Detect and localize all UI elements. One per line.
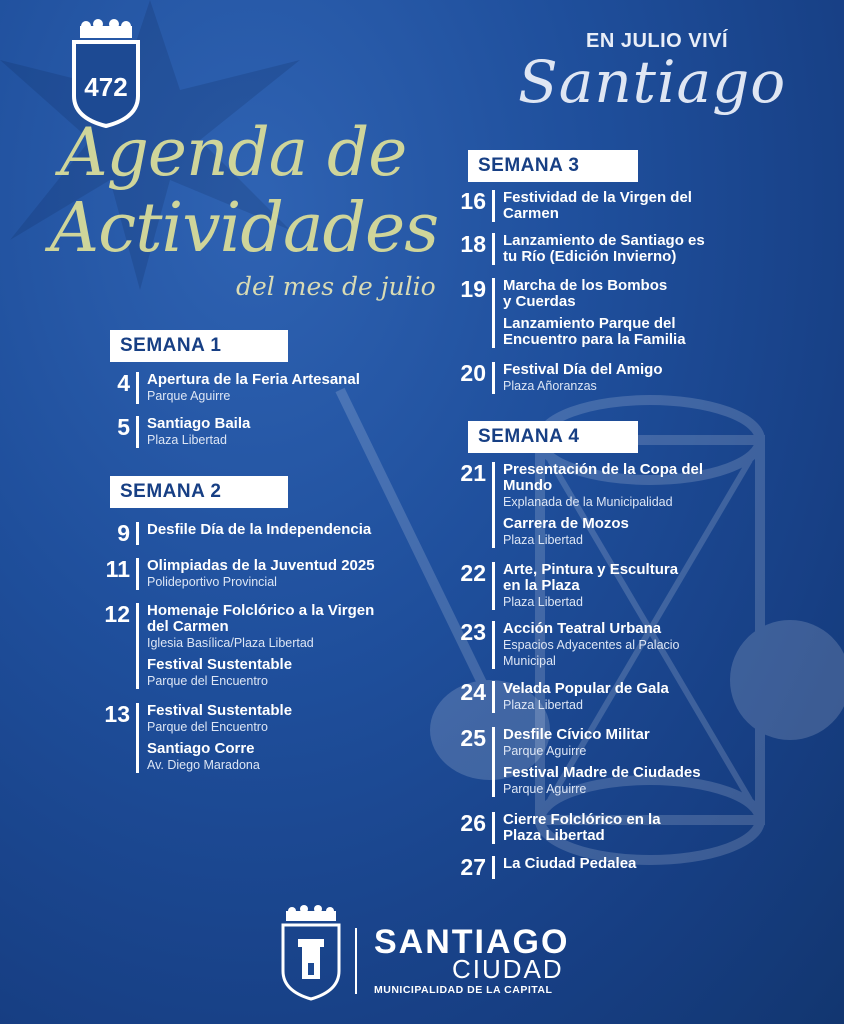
day-number: 19 <box>460 276 486 302</box>
slogan-city: Santiago <box>518 48 787 116</box>
event <box>147 657 374 689</box>
event <box>503 727 701 759</box>
event-title: Velada Popular de Gala <box>503 680 669 697</box>
event-title: Festival Sustentable <box>147 702 293 719</box>
municipal-crest-icon <box>280 905 342 1001</box>
event <box>147 558 375 590</box>
city-crest-icon <box>70 18 142 128</box>
event <box>503 812 661 844</box>
event-title: Lanzamiento de Santiago es tu Río (Edición Invierno) <box>503 232 705 265</box>
day-number: 5 <box>117 414 130 440</box>
event-title: Cierre Folclórico en la Plaza Libertad <box>503 811 661 844</box>
event <box>147 603 374 651</box>
day-12 <box>100 603 374 689</box>
footer-divider <box>355 928 357 994</box>
event-title: Marcha de los Bombos y Cuerdas <box>503 277 668 310</box>
day-number: 18 <box>460 231 486 257</box>
subtitle: del mes de julio <box>236 272 436 301</box>
day-number: 21 <box>460 460 486 486</box>
day-23 <box>452 621 680 669</box>
event-place: Parque Aguirre <box>503 744 587 758</box>
day-number: 9 <box>117 520 130 546</box>
day-number: 23 <box>460 619 486 645</box>
footer-tagline: MUNICIPALIDAD DE LA CAPITAL <box>374 984 553 996</box>
event-place: Plaza Libertad <box>503 533 583 547</box>
week-label: SEMANA 1 <box>110 330 288 362</box>
day-20 <box>452 362 663 394</box>
day-number: 12 <box>104 601 130 627</box>
day-26 <box>452 812 661 844</box>
event-title: La Ciudad Pedalea <box>503 855 637 872</box>
event <box>503 362 663 394</box>
day-27 <box>452 856 636 879</box>
day-9 <box>100 522 371 545</box>
event <box>503 516 703 548</box>
day-number: 27 <box>460 854 486 880</box>
event-title: Desfile Cívico Militar <box>503 726 650 743</box>
footer-brand-sub: CIUDAD <box>452 954 564 984</box>
day-number: 11 <box>105 556 130 582</box>
week-4 <box>468 421 638 453</box>
week-label: SEMANA 4 <box>468 421 638 453</box>
event <box>503 765 701 797</box>
day-number: 24 <box>460 679 486 705</box>
badge-number: 472 <box>84 72 128 102</box>
day-number: 13 <box>104 701 130 727</box>
week-label: SEMANA 2 <box>110 476 288 508</box>
event-place: Plaza Libertad <box>503 698 583 712</box>
event-title: Santiago Corre <box>147 740 255 757</box>
day-11 <box>100 558 375 590</box>
event-place: Espacios Adyacentes al Palacio Municipal <box>503 638 680 668</box>
event-place: Plaza Libertad <box>503 595 583 609</box>
event-place: Parque Aguirre <box>147 389 231 403</box>
day-5 <box>100 416 250 448</box>
event-place: Parque del Encuentro <box>147 674 268 688</box>
event <box>503 316 686 348</box>
week-label: SEMANA 3 <box>468 150 638 182</box>
day-number: 22 <box>460 560 486 586</box>
event <box>503 278 686 310</box>
event-title: Festival Madre de Ciudades <box>503 764 701 781</box>
day-25 <box>452 727 701 797</box>
day-22 <box>452 562 678 610</box>
footer-brand: SANTIAGO <box>374 923 570 961</box>
event <box>147 522 371 538</box>
day-24 <box>452 681 669 713</box>
title-line-1: Agenda de <box>60 114 407 191</box>
event <box>503 856 636 872</box>
event-place: Av. Diego Maradona <box>147 758 260 772</box>
slogan-top: EN JULIO VIVÍ <box>586 30 729 52</box>
day-16 <box>452 190 692 222</box>
day-number: 25 <box>460 725 486 751</box>
week-3 <box>468 150 638 182</box>
event-title: Homenaje Folclórico a la Virgen del Carmen <box>147 602 375 635</box>
day-19 <box>452 278 686 348</box>
event-place: Plaza Añoranzas <box>503 379 597 393</box>
event-place: Polideportivo Provincial <box>147 575 277 589</box>
event-title: Festival Día del Amigo <box>503 361 663 378</box>
event-place: Iglesia Basílica/Plaza Libertad <box>147 636 314 650</box>
event <box>503 681 669 713</box>
day-18 <box>452 233 705 265</box>
day-number: 16 <box>460 188 486 214</box>
event <box>147 741 292 773</box>
event-title: Olimpiadas de la Juventud 2025 <box>147 557 375 574</box>
event <box>503 562 678 610</box>
title-line-2: Actividades <box>50 189 439 268</box>
event <box>147 372 360 404</box>
event <box>503 462 703 510</box>
event-title: Carrera de Mozos <box>503 515 629 532</box>
day-13 <box>100 703 292 773</box>
week-1 <box>110 330 288 362</box>
day-number: 20 <box>460 360 486 386</box>
day-number: 26 <box>460 810 486 836</box>
event <box>503 190 692 222</box>
event-place: Plaza Libertad <box>147 433 227 447</box>
event-place: Explanada de la Municipalidad <box>503 495 673 509</box>
day-21 <box>452 462 703 548</box>
week-2 <box>110 476 288 508</box>
event-title: Apertura de la Feria Artesanal <box>147 371 360 388</box>
event-title: Arte, Pintura y Escultura en la Plaza <box>503 561 679 594</box>
event <box>503 233 705 265</box>
event-title: Lanzamiento Parque del Encuentro para la Familia <box>503 315 686 348</box>
event <box>147 416 250 448</box>
event-title: Festividad de la Virgen del Carmen <box>503 189 692 222</box>
event-title: Festival Sustentable <box>147 656 293 673</box>
event-title: Acción Teatral Urbana <box>503 620 662 637</box>
event <box>147 703 292 735</box>
event-title: Desfile Día de la Independencia <box>147 521 372 538</box>
event-title: Santiago Baila <box>147 415 251 432</box>
event-title: Presentación de la Copa del Mundo <box>503 461 704 494</box>
event-place: Parque del Encuentro <box>147 720 268 734</box>
event <box>503 621 680 669</box>
day-number: 4 <box>117 370 130 396</box>
day-4 <box>100 372 360 404</box>
event-place: Parque Aguirre <box>503 782 587 796</box>
